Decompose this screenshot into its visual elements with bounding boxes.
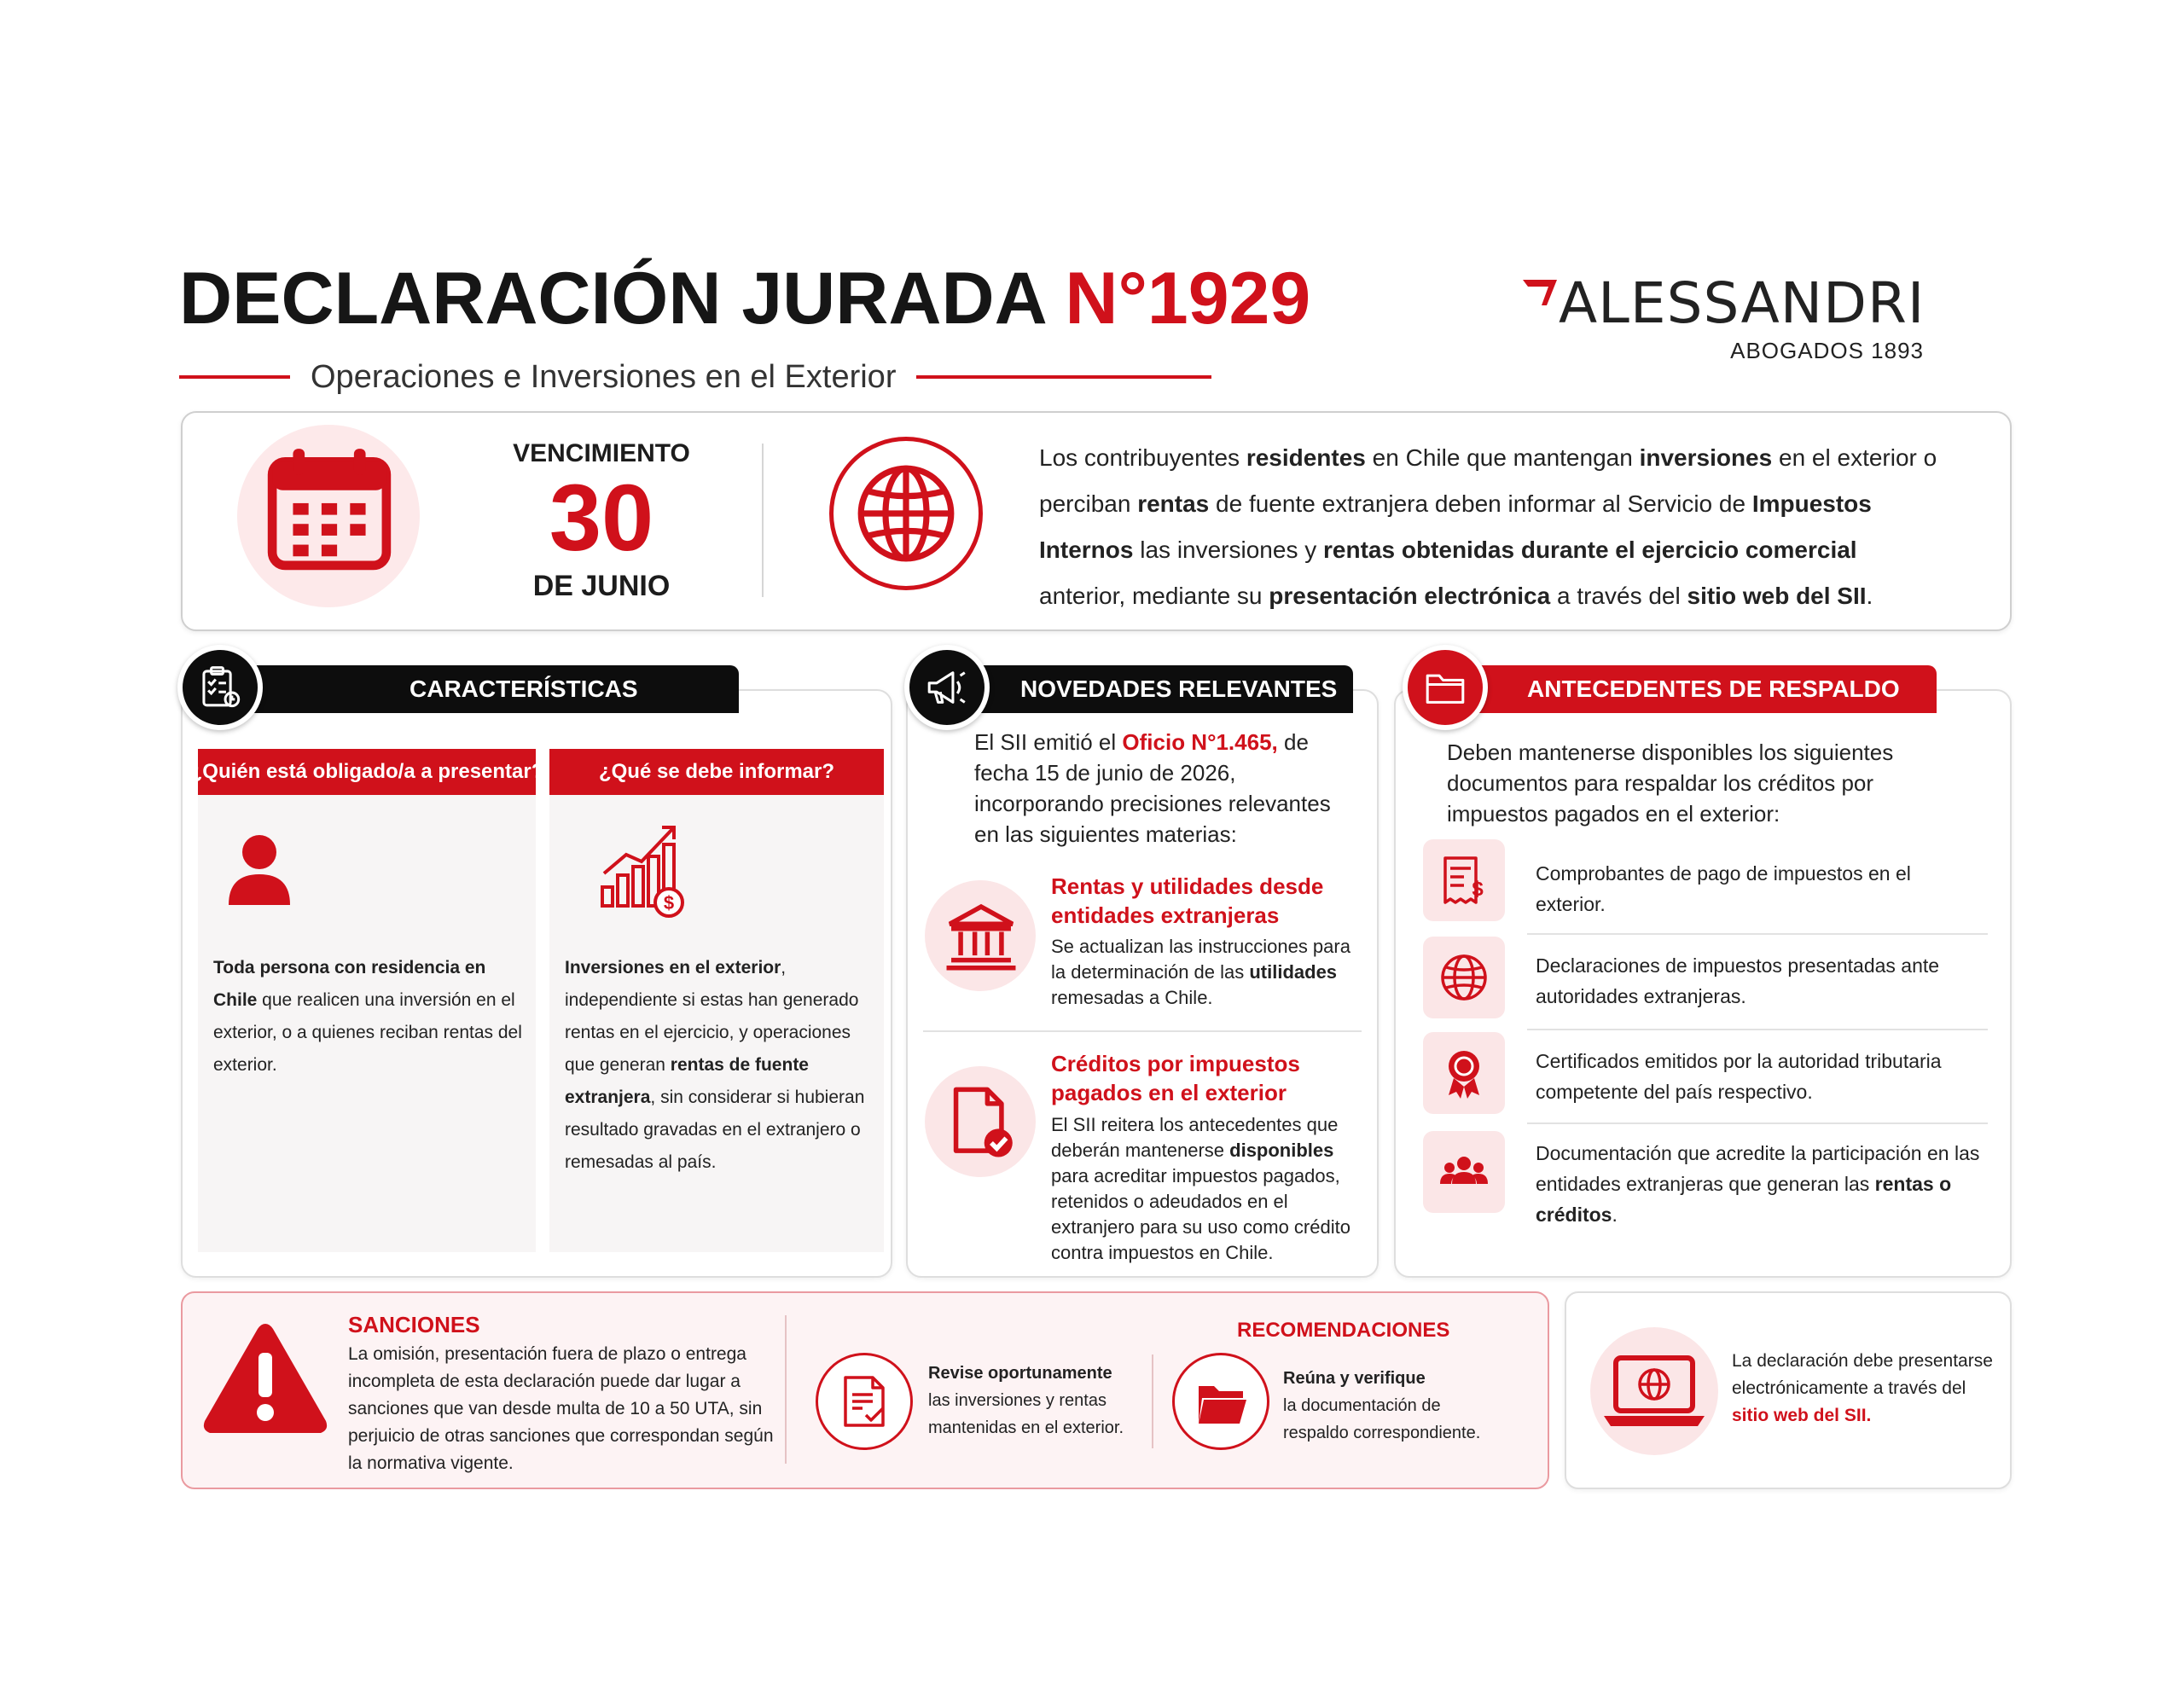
recommendations-title: RECOMENDACIONES	[1237, 1319, 1450, 1342]
body-text: en Chile que mantengan	[1365, 444, 1640, 471]
characteristics-title: CARACTERÍSTICAS	[410, 676, 638, 702]
page-title	[179, 256, 1310, 341]
intro-text	[1039, 435, 1943, 619]
sanctions-text: La omisión, presentación fuera de plazo o entrega incompleta de esta declaración puede dar lugar a sanciones que van desde multa de 10 a 50 UTA, sin perjuicio de otras sanciones que correspondan según la normativa vigente.	[348, 1344, 774, 1473]
checklist-icon	[198, 665, 242, 710]
recommendation-1-text: las inversiones y rentas mantenidas en el exterior.	[928, 1391, 1124, 1437]
body-text: Se actualizan las instrucciones para la determinación de las	[1051, 936, 1350, 983]
emphasis-text: Toda persona con residencia en Chile	[213, 958, 486, 1010]
globe-icon	[1438, 952, 1490, 1003]
award-icon	[1438, 1047, 1490, 1099]
body-text: de fuente extranjera deben informar al Servicio de	[1209, 490, 1752, 517]
emphasis-text: disponibles	[1229, 1140, 1334, 1161]
logo-wordmark: ALESSANDRI	[1559, 270, 1926, 336]
characteristics-badge	[177, 645, 263, 730]
svg-text:$: $	[1472, 878, 1484, 901]
recommendation-2-text: la documentación de respaldo correspondiente.	[1283, 1396, 1481, 1442]
growth-chart-icon	[597, 821, 691, 923]
backup-badge	[1403, 645, 1488, 730]
body-text: en el exterior o perciban	[1039, 444, 1937, 517]
backup-item-1	[1536, 858, 1979, 919]
logo-subtitle: ABOGADOS 1893	[1730, 338, 1924, 363]
deadline-label: VENCIMIENTO	[513, 439, 690, 467]
emphasis-text: presentación electrónica	[1269, 583, 1551, 609]
globe-badge-small	[1423, 937, 1505, 1018]
backup-intro: Deben mantenerse disponibles los siguientes documentos para respaldar los créditos por impuestos pagados en el exterior:	[1447, 740, 1894, 827]
body-text: remesadas a Chile.	[1051, 987, 1213, 1008]
recommendations-divider	[1152, 1354, 1153, 1448]
news-item2-text	[1051, 1112, 1367, 1266]
body-text: para acreditar impuestos pagados, retenidos o adeudados en el extranjero para su uso como crédito contra impuestos en Chile.	[1051, 1165, 1350, 1263]
body-text: .	[1866, 583, 1873, 609]
news-intro-start: El SII emitió el	[974, 729, 1123, 755]
title-main: DECLARACIÓN JURADA	[179, 258, 1066, 339]
summary-divider	[762, 444, 764, 597]
body-text: , independiente si estas han generado rentas en el ejercicio, y operaciones que generan	[565, 958, 859, 1075]
title-number: N°1929	[1065, 258, 1311, 339]
emphasis-text: sitio web del SII	[1687, 583, 1867, 609]
recommendation-2-title: Reúna y verifique	[1283, 1369, 1426, 1388]
web-note-body: La declaración debe presentarse electrónicamente a través del	[1732, 1351, 1993, 1398]
subtitle-rule-right	[916, 375, 1211, 379]
brand-logo	[1523, 271, 1924, 374]
body-text: El SII reitera los antecedentes que deberán mantenerse	[1051, 1114, 1339, 1161]
group-icon	[1438, 1146, 1490, 1198]
backup-tab	[1426, 665, 1937, 713]
emphasis-text: residentes	[1246, 444, 1366, 471]
who-text	[213, 952, 529, 1082]
oficio-reference: Oficio N°1.465,	[1122, 729, 1278, 755]
backup-item-2	[1536, 950, 1979, 1012]
recommendation-1-title: Revise oportunamente	[928, 1364, 1112, 1383]
emphasis-text: utilidades	[1249, 961, 1338, 983]
sanctions-divider	[785, 1315, 787, 1464]
megaphone-icon	[925, 665, 969, 710]
bank-icon	[942, 897, 1020, 976]
emphasis-text: Inversiones en el exterior	[565, 958, 781, 977]
emphasis-text: inversiones	[1639, 444, 1773, 471]
body-text: que realicen una inversión en el exterior, o a quienes reciban rentas del exterior.	[213, 990, 522, 1075]
sii-website-link[interactable]: sitio web del SII.	[1732, 1406, 1872, 1425]
open-folder-icon	[1195, 1374, 1248, 1429]
deadline-month: DE JUNIO	[532, 570, 671, 602]
emphasis-text: rentas o créditos	[1536, 1173, 1952, 1226]
emphasis-text: rentas de fuente extranjera	[565, 1055, 809, 1107]
receipt-icon	[1438, 855, 1490, 906]
group-badge	[1423, 1131, 1505, 1213]
body-text: Los contribuyentes	[1039, 444, 1246, 471]
clipboard-check-icon	[839, 1374, 892, 1429]
logo-mark-icon	[1523, 280, 1557, 305]
body-text: Comprobantes de pago de impuestos en el exterior.	[1536, 862, 1911, 915]
sanctions-title: SANCIONES	[348, 1312, 480, 1337]
news-item1-title: Rentas y utilidades desde entidades extranjeras	[1051, 873, 1324, 928]
what-text	[565, 952, 874, 1179]
warning-icon	[201, 1319, 329, 1438]
review-badge	[816, 1353, 913, 1450]
emphasis-text: Impuestos Internos	[1039, 490, 1872, 563]
body-text: , sin considerar si hubieran resultado gravadas en el extranjero o remesadas al país.	[565, 1088, 865, 1172]
what-heading: ¿Qué se debe informar?	[549, 749, 884, 795]
backup-item-3	[1536, 1046, 1979, 1107]
body-text: anterior, mediante su	[1039, 583, 1269, 609]
emphasis-text: rentas obtenidas durante el ejercicio comercial	[1323, 537, 1857, 563]
backup-title: ANTECEDENTES DE RESPALDO	[1527, 676, 1900, 702]
receipt-badge	[1423, 839, 1505, 921]
body-text: a través del	[1550, 583, 1687, 609]
subtitle-rule-left	[179, 375, 290, 379]
backup-separator	[1527, 1122, 1988, 1124]
document-check-icon	[942, 1083, 1020, 1162]
news-badge	[904, 645, 990, 730]
backup-separator	[1527, 1029, 1988, 1030]
backup-item-4	[1536, 1138, 1996, 1230]
body-text: Certificados emitidos por la autoridad tributaria competente del país respectivo.	[1536, 1050, 1942, 1103]
recommendation-2	[1283, 1365, 1505, 1447]
emphasis-text: rentas	[1137, 490, 1210, 517]
recommendation-1	[928, 1360, 1141, 1441]
deadline-day: 30	[549, 466, 654, 571]
news-title: NOVEDADES RELEVANTES	[1020, 676, 1338, 702]
verify-badge	[1172, 1353, 1269, 1450]
folder-icon	[1423, 665, 1467, 710]
news-item1-text	[1051, 934, 1367, 1011]
body-text: las inversiones y	[1133, 537, 1324, 563]
calendar-icon	[264, 444, 394, 573]
web-note-text	[1732, 1348, 2000, 1430]
body-text: .	[1612, 1204, 1618, 1226]
subtitle-row	[179, 351, 1211, 403]
characteristics-tab	[196, 665, 739, 713]
news-separator	[923, 1030, 1362, 1032]
news-item2-title: Créditos por impuestos pagados en el exterior	[1051, 1051, 1300, 1105]
who-heading: ¿Quién está obligado/a a presentar?	[198, 749, 536, 795]
award-badge	[1423, 1032, 1505, 1114]
page-subtitle: Operaciones e Inversiones en el Exterior	[311, 358, 897, 395]
person-icon	[225, 832, 293, 905]
news-intro-end: de fecha 15 de junio de 2026, incorporando precisiones relevantes en las siguientes materias:	[974, 729, 1331, 847]
svg-text:$: $	[663, 892, 675, 914]
news-intro	[974, 727, 1341, 850]
body-text: Declaraciones de impuestos presentadas ante autoridades extranjeras.	[1536, 954, 1940, 1007]
globe-icon	[855, 462, 957, 565]
laptop-globe-icon	[1599, 1349, 1710, 1435]
backup-separator	[1527, 933, 1988, 935]
body-text: Documentación que acredite la participación en las entidades extranjeras que generan las	[1536, 1142, 1980, 1195]
